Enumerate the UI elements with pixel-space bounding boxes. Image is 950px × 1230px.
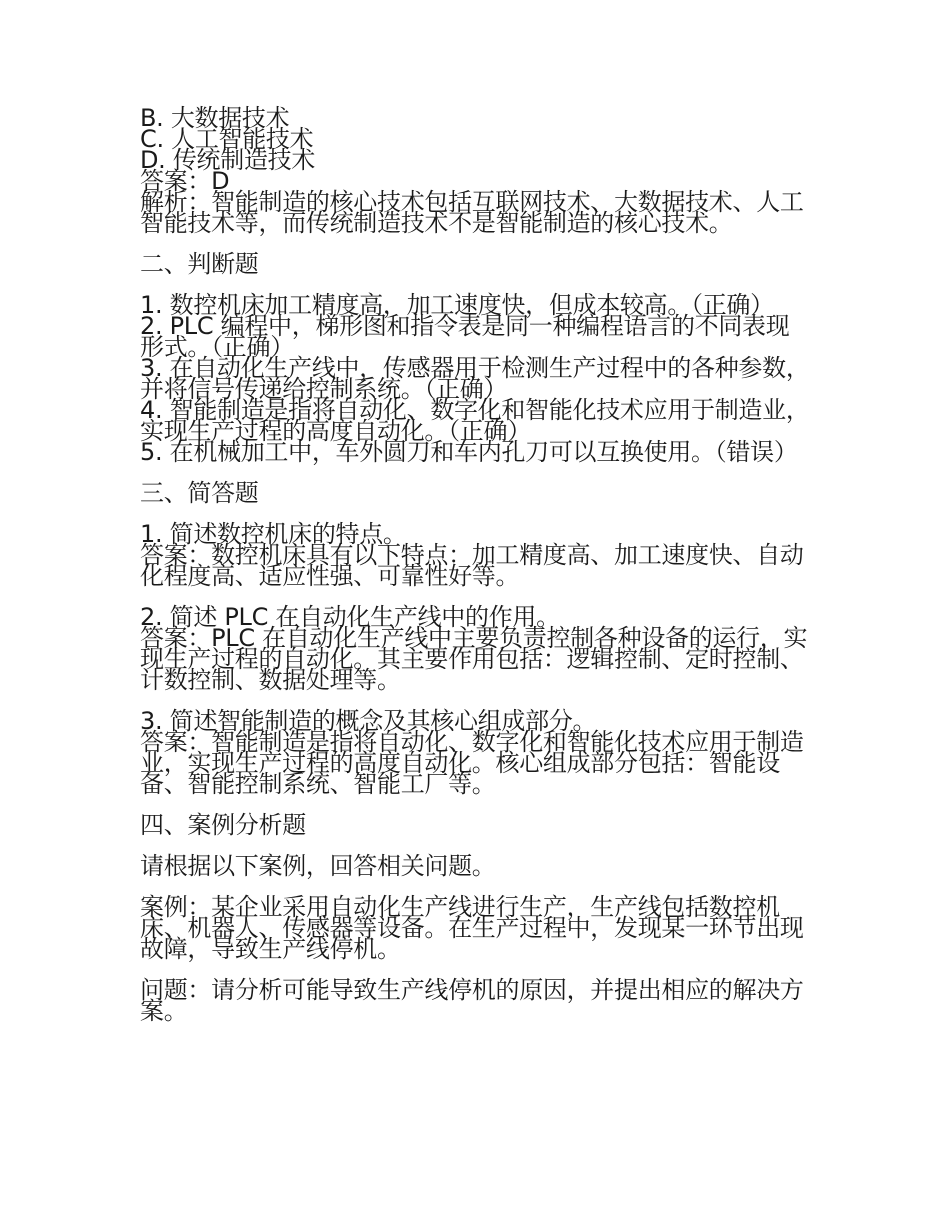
answer-text: 答案：数控机床具有以下特点：加工精度高、加工速度快、自动化程度高、适应性强、可靠性好等。 [140, 541, 804, 590]
question-text: 3. 简述智能制造的概念及其核心组成部分。 [140, 707, 597, 735]
option-c: C. 人工智能技术 [140, 125, 314, 153]
section-heading-judgment: 二、判断题 [140, 250, 259, 278]
judgment-item: 5. 在机械加工中，车外圆刀和车内孔刀可以互换使用。（错误） [140, 438, 798, 466]
case-question: 问题：请分析可能导致生产线停机的原因，并提出相应的解决方案。 [140, 976, 804, 1025]
option-b: B. 大数据技术 [140, 104, 290, 132]
judgment-item: 2. PLC 编程中，梯形图和指令表是同一种编程语言的不同表现形式。（正确） [140, 312, 790, 361]
judgment-list [140, 291, 812, 466]
judgment-item: 3. 在自动化生产线中，传感器用于检测生产过程中的各种参数，并将信号传递给控制系统。（正确） [140, 354, 810, 403]
answer-text: 答案：智能制造是指将自动化、数字化和智能化技术应用于制造业，实现生产过程的高度自动化。核心组成部分包括：智能设备、智能控制系统、智能工厂等。 [140, 728, 804, 798]
qa-block [140, 603, 812, 694]
document-page [140, 104, 812, 1025]
answer-line: 答案：D [140, 167, 230, 195]
case-description: 案例：某企业采用自动化生产线进行生产，生产线包括数控机床、机器人、传感器等设备。在生产过程中，发现某一环节出现故障，导致生产线停机。 [140, 893, 804, 963]
section-heading-case-analysis: 四、案例分析题 [140, 811, 306, 839]
judgment-item: 1. 数控机床加工精度高，加工速度快，但成本较高。（正确） [140, 291, 774, 319]
question-text: 2. 简述 PLC 在自动化生产线中的作用。 [140, 603, 560, 631]
question-text: 1. 简述数控机床的特点。 [140, 520, 407, 548]
qa-block [140, 520, 812, 590]
answer-text: 答案：PLC 在自动化生产线中主要负责控制各种设备的运行，实现生产过程的自动化。其主要作用包括：逻辑控制、定时控制、计数控制、数据处理等。 [140, 624, 808, 694]
qa-block [140, 707, 812, 798]
analysis-line: 解析：智能制造的核心技术包括互联网技术、大数据技术、人工智能技术等，而传统制造技术不是智能制造的核心技术。 [140, 188, 804, 237]
option-d: D. 传统制造技术 [140, 146, 316, 174]
section-heading-short-answer: 三、简答题 [140, 479, 259, 507]
case-intro: 请根据以下案例，回答相关问题。 [140, 852, 496, 880]
judgment-item: 4. 智能制造是指将自动化、数字化和智能化技术应用于制造业，实现生产过程的高度自动化。（正确） [140, 396, 810, 445]
